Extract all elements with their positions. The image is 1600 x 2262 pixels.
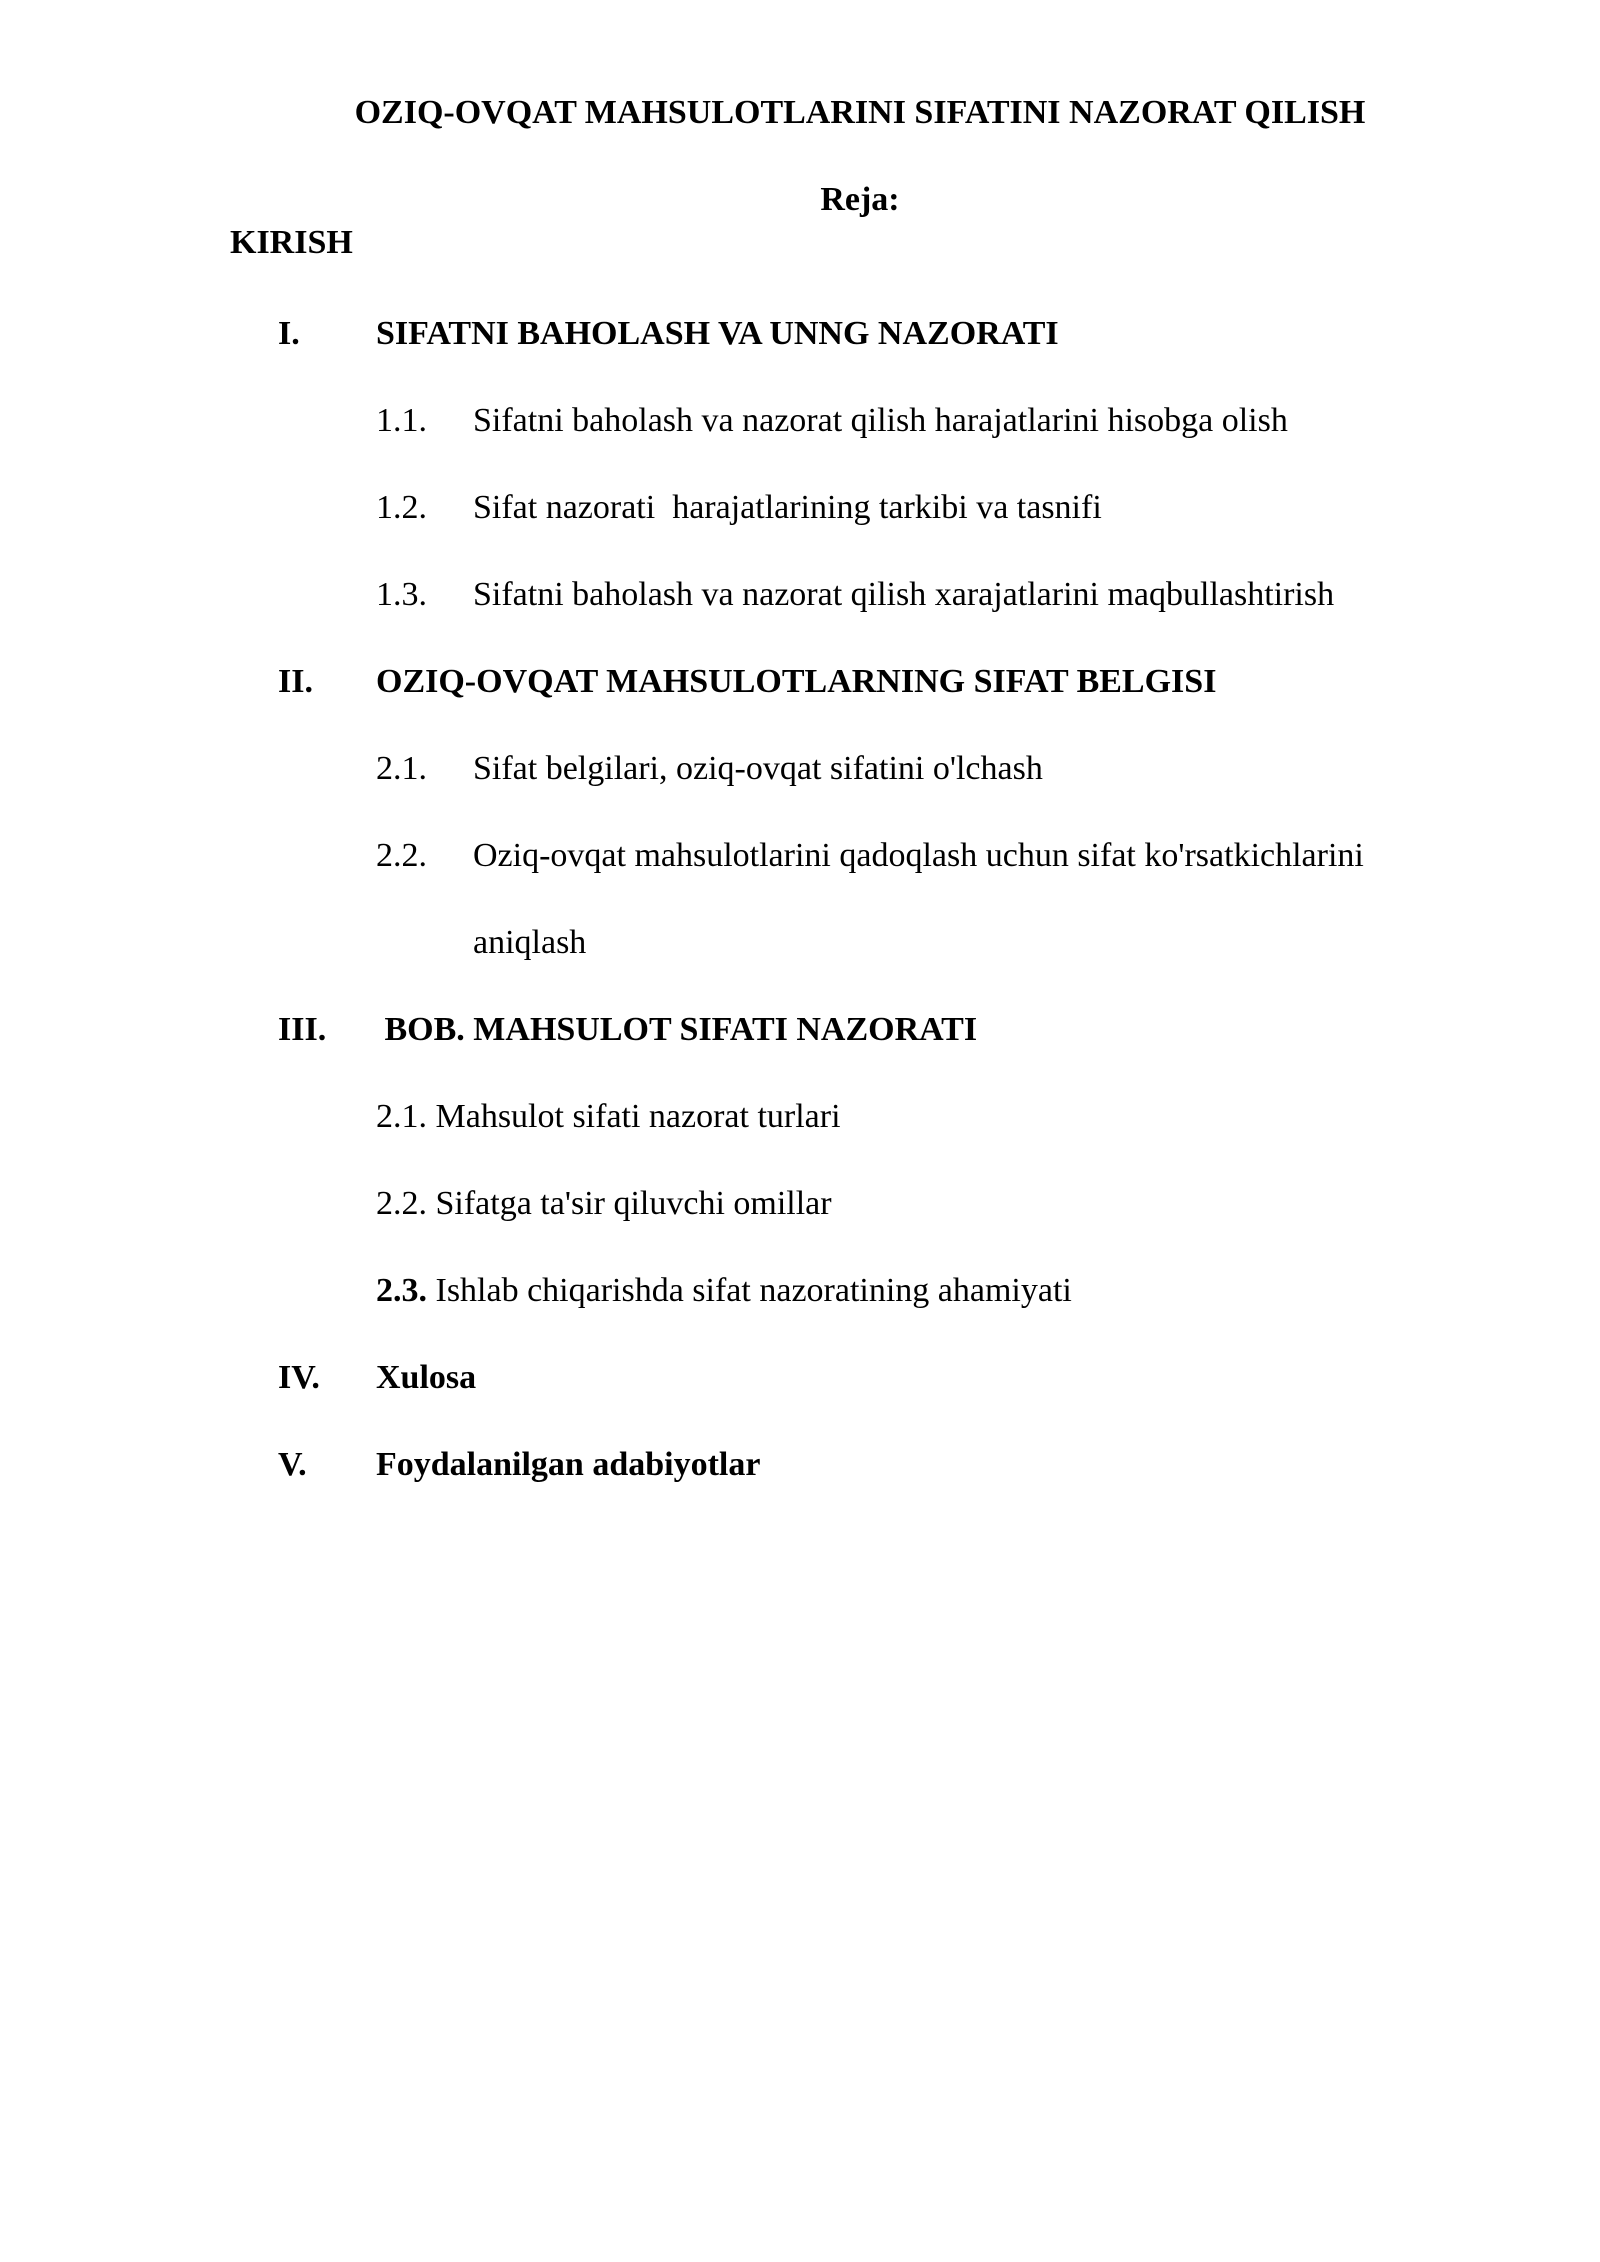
section-title: SIFATNI BAHOLASH VA UNNG NAZORATI (376, 315, 1059, 352)
section-number: III. (278, 1011, 327, 1048)
item-number: 2.2. (376, 1185, 427, 1222)
item-inline (376, 1184, 832, 1224)
intro-heading: KIRISH (230, 224, 353, 261)
section-title: Xulosa (376, 1359, 477, 1396)
item-number: 1.2. (376, 489, 427, 526)
item-title: Sifatga ta'sir qiluvchi omillar (435, 1185, 832, 1222)
item-title: Sifatni baholash va nazorat qilish harajatlarini hisobga olish (473, 402, 1288, 439)
section-number: IV. (278, 1359, 320, 1396)
section-title: BOB. MAHSULOT SIFATI NAZORATI (376, 1011, 978, 1048)
section-number: II. (278, 663, 313, 700)
section-number: I. (278, 315, 300, 352)
item-number: 2.3. (376, 1272, 427, 1309)
item-title: Oziq-ovqat mahsulotlarini qadoqlash uchun sifat ko'rsatkichlarini (473, 837, 1364, 874)
document-title: OZIQ-OVQAT MAHSULOTLARINI SIFATINI NAZORAT QILISH (354, 94, 1366, 131)
item-number: 2.1. (376, 1098, 427, 1135)
item-title: Sifatni baholash va nazorat qilish xarajatlarini maqbullashtirish (473, 576, 1335, 613)
section-title: OZIQ-OVQAT MAHSULOTLARNING SIFAT BELGISI (376, 663, 1217, 700)
section-title: Foydalanilgan adabiyotlar (376, 1446, 761, 1483)
section-number: V. (278, 1446, 307, 1483)
item-title: Mahsulot sifati nazorat turlari (435, 1098, 841, 1135)
item-title: Sifat belgilari, oziq-ovqat sifatini o'lchash (473, 750, 1043, 787)
item-inline (376, 1097, 841, 1137)
item-title: Ishlab chiqarishda sifat nazoratining ahamiyati (435, 1272, 1072, 1309)
item-inline (376, 1271, 1072, 1311)
item-title-continuation: aniqlash (473, 924, 587, 961)
plan-label: Reja: (820, 181, 900, 218)
item-number: 2.2. (376, 837, 427, 874)
item-number: 1.3. (376, 576, 427, 613)
item-title: Sifat nazorati harajatlarining tarkibi va tasnifi (473, 489, 1102, 526)
item-number: 1.1. (376, 402, 427, 439)
item-number: 2.1. (376, 750, 427, 787)
